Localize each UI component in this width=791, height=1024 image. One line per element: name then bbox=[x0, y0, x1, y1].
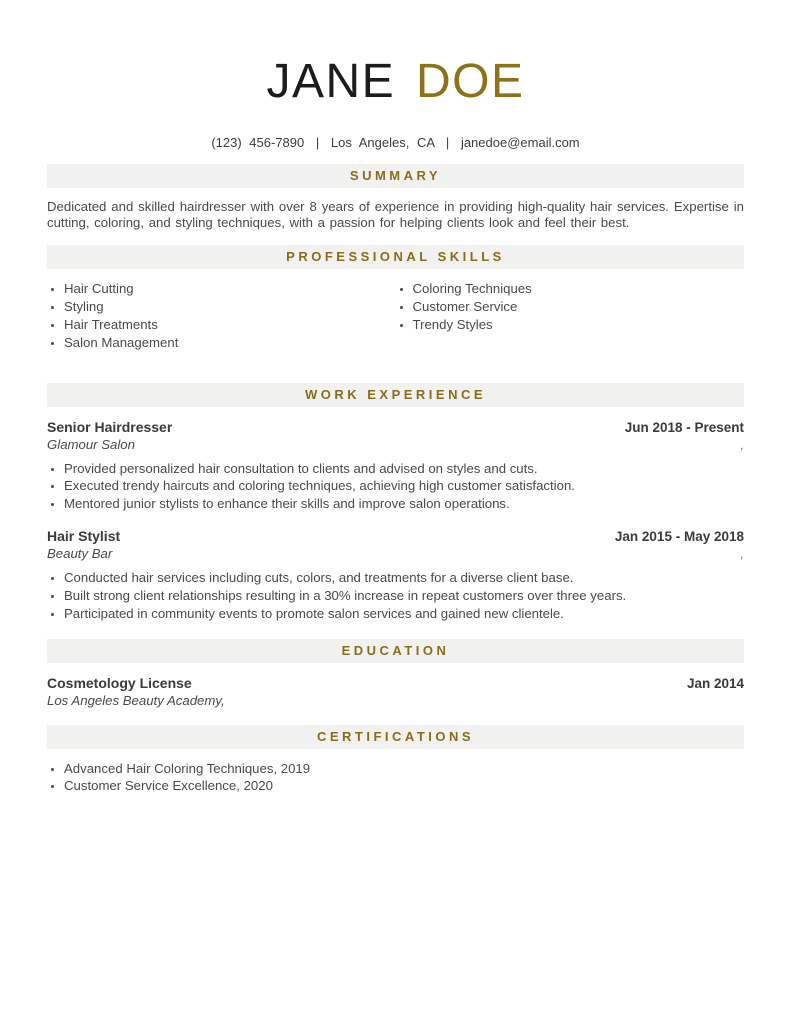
job-bullet: • Mentored junior stylists to enhance their skills and improve salon operations. bbox=[64, 496, 744, 512]
candidate-last-name: DOE bbox=[416, 55, 525, 108]
contact-email: janedoe@email.com bbox=[460, 135, 580, 150]
contact-separator: | bbox=[315, 135, 320, 150]
job-bullet: • Executed trendy haircuts and coloring techniques, achieving high customer satisfaction. bbox=[64, 478, 744, 494]
skill-item: • Salon Management bbox=[64, 335, 396, 351]
skill-item: • Customer Service bbox=[413, 299, 745, 315]
job-location: , bbox=[740, 437, 744, 452]
skill-item: • Hair Treatments bbox=[64, 317, 396, 333]
section-header-certifications: CERTIFICATIONS bbox=[47, 725, 744, 749]
experience-entry bbox=[47, 419, 744, 513]
job-company: Glamour Salon bbox=[47, 436, 135, 452]
skill-item: • Trendy Styles bbox=[413, 317, 745, 333]
job-title: Hair Stylist bbox=[47, 528, 121, 545]
job-company: Beauty Bar bbox=[47, 546, 113, 562]
certification-item: • Customer Service Excellence, 2020 bbox=[64, 778, 744, 794]
education-entry-sub bbox=[47, 693, 744, 708]
skills-column-right bbox=[396, 281, 745, 352]
education-degree: Cosmetology License bbox=[47, 674, 192, 691]
job-bullet: • Participated in community events to promote salon services and gained new clientele. bbox=[64, 606, 744, 622]
job-location: , bbox=[740, 547, 744, 562]
job-dates: Jun 2018 - Present bbox=[624, 419, 744, 435]
candidate-name bbox=[47, 55, 744, 108]
candidate-first-name: JANE bbox=[266, 55, 396, 108]
section-header-education: EDUCATION bbox=[47, 639, 744, 663]
job-bullet: • Built strong client relationships resulting in a 30% increase in repeat customers over three years. bbox=[64, 588, 744, 604]
experience-entry-sub bbox=[47, 546, 744, 561]
contact-line bbox=[47, 135, 744, 150]
experience-entry-head bbox=[47, 419, 744, 435]
section-header-summary: SUMMARY bbox=[47, 164, 744, 188]
skills-column-left bbox=[47, 281, 396, 352]
experience-entry-head bbox=[47, 528, 744, 544]
education-school: Los Angeles Beauty Academy, bbox=[47, 692, 225, 708]
contact-separator: | bbox=[445, 135, 450, 150]
skills-grid bbox=[47, 281, 744, 352]
education-entry-head bbox=[47, 675, 744, 691]
contact-location: Los Angeles, CA bbox=[330, 135, 435, 150]
education-date: Jan 2014 bbox=[686, 675, 744, 691]
skill-item: • Hair Cutting bbox=[64, 281, 396, 297]
certification-list bbox=[47, 761, 744, 795]
education-entry bbox=[47, 675, 744, 708]
experience-entry-sub bbox=[47, 437, 744, 452]
job-title: Senior Hairdresser bbox=[47, 418, 173, 435]
skill-item: • Coloring Techniques bbox=[413, 281, 745, 297]
job-dates: Jan 2015 - May 2018 bbox=[614, 529, 744, 545]
summary-text: Dedicated and skilled hairdresser with over 8 years of experience in providing high-quality hair services. Expertise in cutting, coloring, and styling techniques, with a passion for helping clients look and feel their best. bbox=[47, 199, 744, 231]
job-bullet: • Conducted hair services including cuts, colors, and treatments for a diverse client base. bbox=[64, 570, 744, 586]
contact-phone: (123) 456-7890 bbox=[211, 135, 305, 150]
certification-item: • Advanced Hair Coloring Techniques, 2019 bbox=[64, 761, 744, 777]
skill-item: • Styling bbox=[64, 299, 396, 315]
job-bullet-list bbox=[47, 570, 744, 622]
section-header-experience: WORK EXPERIENCE bbox=[47, 383, 744, 407]
experience-entry bbox=[47, 528, 744, 622]
section-header-skills: PROFESSIONAL SKILLS bbox=[47, 245, 744, 269]
job-bullet: • Provided personalized hair consultation to clients and advised on styles and cuts. bbox=[64, 461, 744, 477]
job-bullet-list bbox=[47, 461, 744, 513]
